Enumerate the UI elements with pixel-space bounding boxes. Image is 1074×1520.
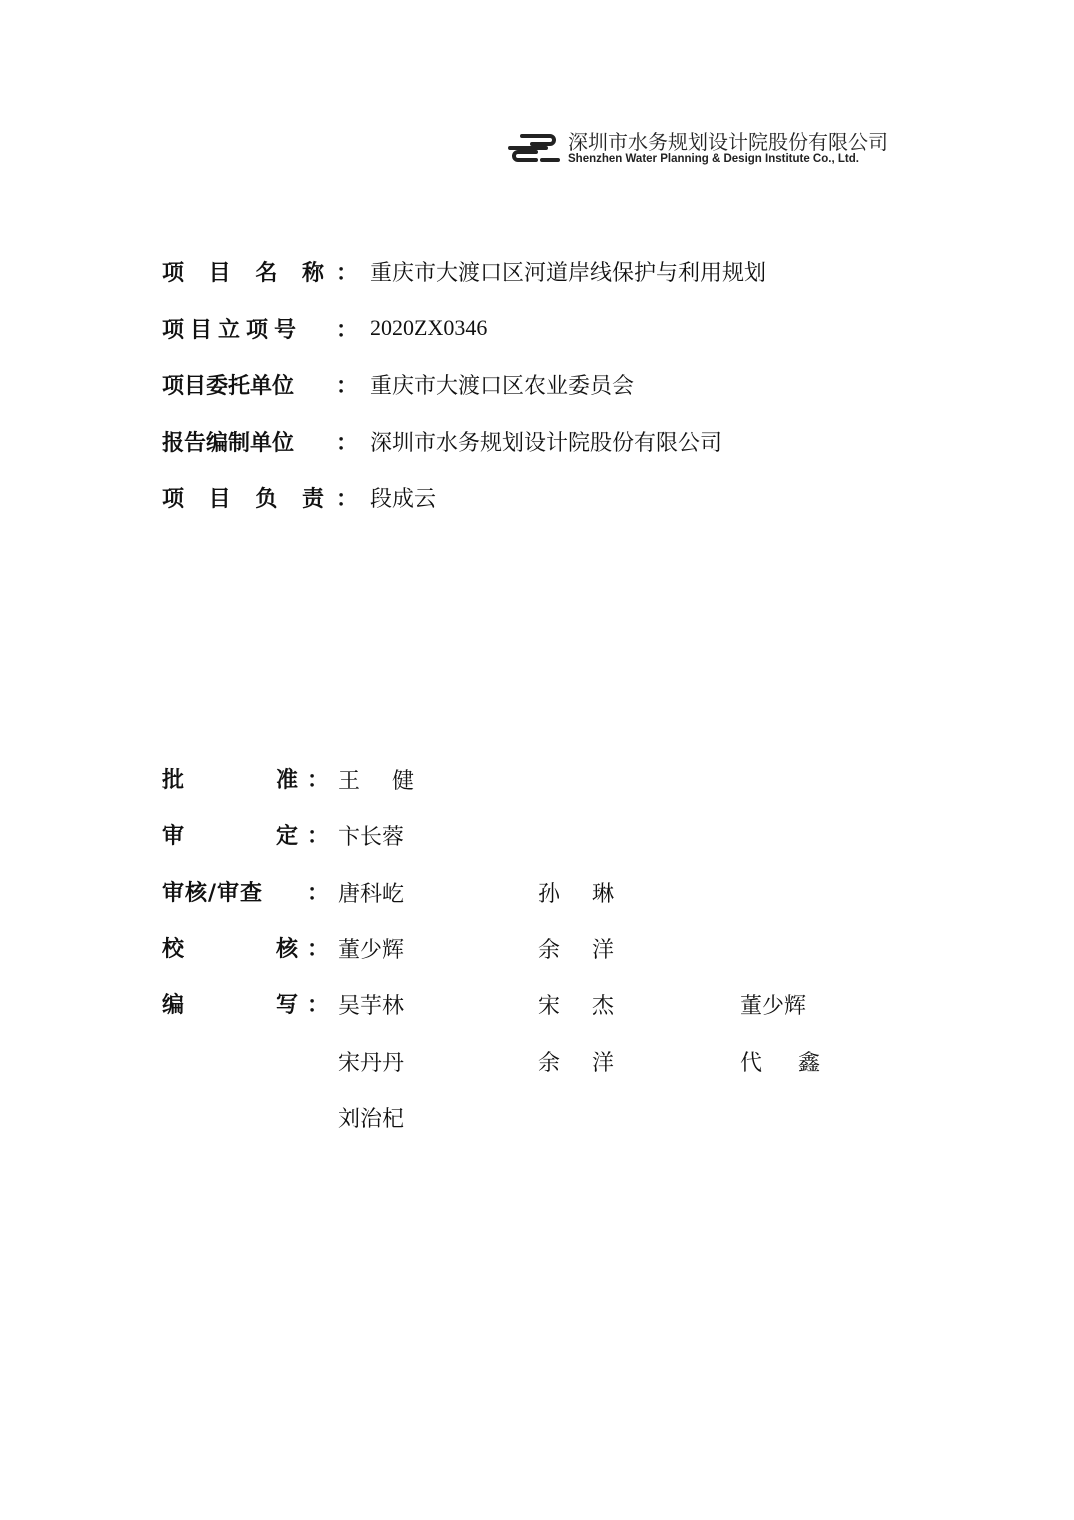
company-name-en: Shenzhen Water Planning & Design Institute Co., Ltd. [568,153,859,165]
project-name-row [162,254,766,288]
project-id-row [162,311,487,345]
staff-name: 刘治杞 [338,1107,405,1132]
write-names-row-2 [338,1043,938,1077]
staff-name: 代 鑫 [740,1051,820,1076]
staff-name: 吴芋林 [338,994,405,1019]
colon: ： [306,880,329,906]
report-author-value: 深圳市水务规划设计院股份有限公司 [370,430,723,456]
colon: ： [335,260,358,286]
project-name-value: 重庆市大渡口区河道岸线保护与利用规划 [370,260,767,286]
colon: ： [306,823,329,849]
company-name-cn: 深圳市水务规划设计院股份有限公司 [568,130,888,154]
colon: ： [306,767,329,793]
write-label: 编 写 [162,992,298,1018]
project-client-label: 项目委托单位 [162,373,295,399]
company-logo [506,124,926,172]
staff-name: 王 健 [338,769,414,794]
project-client-row [162,367,634,401]
staff-review-row [162,874,938,908]
review-names [338,874,938,908]
staff-name: 董少辉 [740,994,807,1019]
staff-write-row-3 [162,1099,938,1133]
staff-name: 卞长蓉 [338,825,405,850]
water-wave-logo-icon [506,128,562,168]
project-client-value: 重庆市大渡口区农业委员会 [370,373,635,399]
staff-name: 余 洋 [538,938,614,963]
staff-finalize-row [162,817,938,851]
project-lead-row [162,480,436,514]
staff-check-row [162,930,938,964]
staff-write-row-2 [162,1043,938,1077]
project-lead-label: 项 目 负 责 [162,486,324,512]
staff-name: 董少辉 [338,938,405,963]
check-names [338,930,938,964]
write-names-row-1 [338,986,938,1020]
staff-name: 孙 琳 [538,882,614,907]
colon: ： [335,430,358,456]
project-lead-value: 段成云 [370,486,437,512]
staff-name: 唐科屹 [338,882,405,907]
colon: ： [306,992,329,1018]
staff-name: 宋 杰 [538,994,614,1019]
project-id-label: 项目立项号 [162,317,303,343]
check-label: 校 核 [162,936,298,962]
write-names-row-3 [338,1099,938,1133]
approve-label: 批 准 [162,767,298,793]
colon: ： [335,317,358,343]
project-id-value: 2020ZX0346 [370,315,488,340]
colon: ： [306,936,329,962]
finalize-names [338,817,938,851]
staff-write-row [162,986,938,1020]
colon: ： [335,373,358,399]
staff-name: 余 洋 [538,1051,614,1076]
approve-names [338,761,938,795]
project-name-label: 项 目 名 称 [162,260,324,286]
review-label: 审核/审查 [162,880,264,906]
report-author-label: 报告编制单位 [162,430,295,456]
colon: ： [335,486,358,512]
finalize-label: 审 定 [162,823,298,849]
staff-name: 宋丹丹 [338,1051,405,1076]
report-author-row [162,424,722,458]
staff-approve-row [162,761,938,795]
